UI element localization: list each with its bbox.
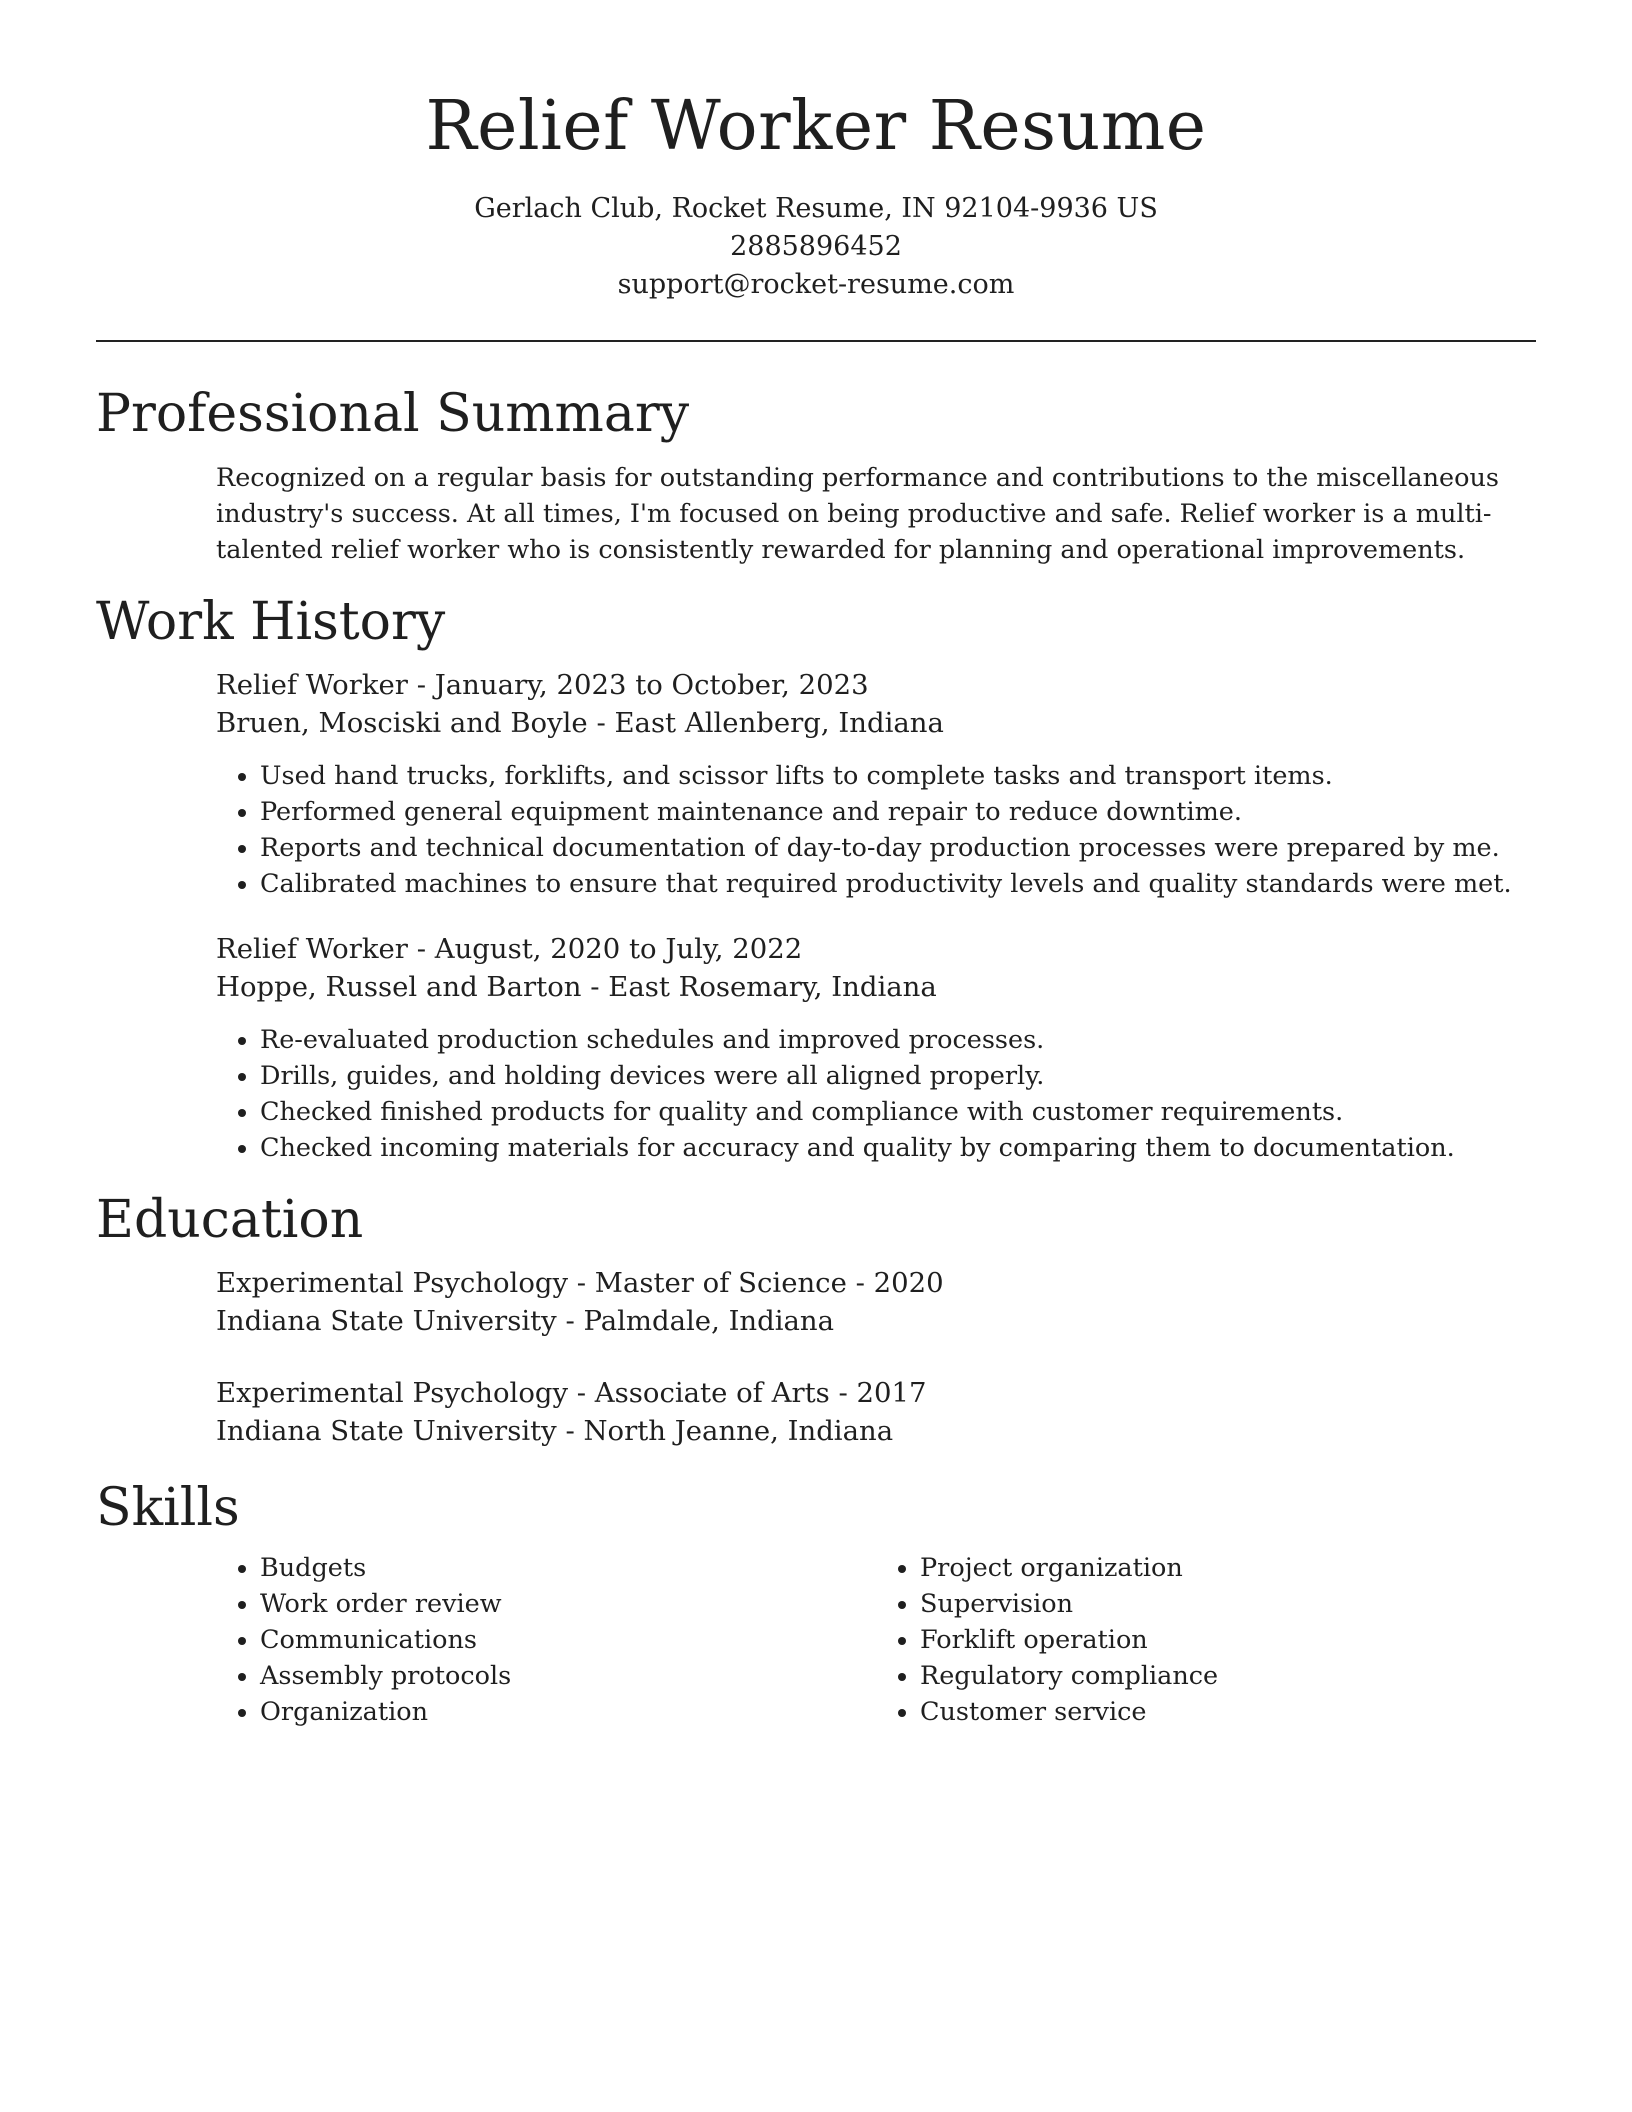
summary-body [216, 460, 1536, 568]
education-school-line [216, 1412, 1536, 1450]
job-title-line [216, 930, 1536, 968]
education-entry [216, 1264, 1536, 1340]
job-bullet: • Drills, guides, and holding devices were all aligned properly. [260, 1058, 1536, 1094]
skill-item: • Project organization [920, 1550, 1536, 1586]
job-dates: - January, 2023 to October, 2023 [407, 669, 869, 701]
job-bullet: • Used hand trucks, forklifts, and scissor lifts to complete tasks and transport items. [260, 758, 1536, 794]
education-location: - North Jeanne, Indiana [556, 1415, 894, 1447]
education-school: Indiana State University [216, 1415, 557, 1447]
education-school: Indiana State University [216, 1305, 557, 1337]
job-title-line [216, 666, 1536, 704]
education-degree-line [216, 1374, 1536, 1412]
education-school-line [216, 1302, 1536, 1340]
job-bullets [216, 1022, 1536, 1166]
summary-text: Recognized on a regular basis for outstanding performance and contributions to the miscellaneous industry's success. At all times, I'm focused on being productive and safe. Relief worker is a multi-talented relief worker who is consistently rewarded for planning and operational improvements. [216, 463, 1499, 565]
education-degree-line [216, 1264, 1536, 1302]
email: support@rocket-resume.com [617, 269, 1015, 300]
skill-item: • Forklift operation [920, 1622, 1536, 1658]
section-title-work-history: Work History [96, 592, 446, 652]
resume-header [96, 0, 1536, 304]
job-bullet: • Performed general equipment maintenance and repair to reduce downtime. [260, 794, 1536, 830]
skills-list-right [876, 1550, 1536, 1730]
skill-item: • Communications [260, 1622, 876, 1658]
phone: 2885896452 [730, 231, 902, 262]
contact-info [96, 190, 1536, 304]
job-location: - East Allenberg, Indiana [587, 707, 944, 739]
section-title-skills: Skills [96, 1478, 240, 1538]
job-role: Relief Worker [216, 933, 408, 965]
section-title-summary: Professional Summary [96, 384, 690, 444]
job-company: Hoppe, Russel and Barton [216, 971, 582, 1003]
job-role: Relief Worker [216, 669, 408, 701]
skill-item: • Customer service [920, 1694, 1536, 1730]
skill-item: • Supervision [920, 1586, 1536, 1622]
job-location: - East Rosemary, Indiana [581, 971, 937, 1003]
education-degree: - Master of Science [568, 1267, 847, 1299]
section-title-education: Education [96, 1190, 364, 1250]
job-company-line [216, 968, 1536, 1006]
address: Gerlach Club, Rocket Resume, IN 92104-9936 US [474, 193, 1158, 224]
skills-list-left [216, 1550, 876, 1730]
resume-title: Relief Worker Resume [425, 87, 1207, 166]
education-entry [216, 1374, 1536, 1450]
job-company-line [216, 704, 1536, 742]
education-location: - Palmdale, Indiana [556, 1305, 835, 1337]
job-entry [216, 930, 1536, 1166]
education-degree: - Associate of Arts [568, 1377, 830, 1409]
education-year: - 2020 [846, 1267, 944, 1299]
skill-item: • Work order review [260, 1586, 876, 1622]
job-bullet: • Checked finished products for quality and compliance with customer requirements. [260, 1094, 1536, 1130]
job-company: Bruen, Mosciski and Boyle [216, 707, 588, 739]
education-year: - 2017 [829, 1377, 927, 1409]
skill-item: • Regulatory compliance [920, 1658, 1536, 1694]
skill-item: • Assembly protocols [260, 1658, 876, 1694]
job-bullet: • Checked incoming materials for accuracy and quality by comparing them to documentation. [260, 1130, 1536, 1166]
header-divider [96, 340, 1536, 342]
job-bullet: • Calibrated machines to ensure that required productivity levels and quality standards were met. [260, 866, 1536, 902]
job-bullet: • Re-evaluated production schedules and improved processes. [260, 1022, 1536, 1058]
education-field: Experimental Psychology [216, 1267, 569, 1299]
education-field: Experimental Psychology [216, 1377, 569, 1409]
job-bullet: • Reports and technical documentation of day-to-day production processes were prepared by me. [260, 830, 1536, 866]
skill-item: • Budgets [260, 1550, 876, 1586]
skill-item: • Organization [260, 1694, 876, 1730]
job-bullets [216, 758, 1536, 902]
job-entry [216, 666, 1536, 902]
skills-columns [216, 1550, 1536, 1730]
job-dates: - August, 2020 to July, 2022 [407, 933, 803, 965]
